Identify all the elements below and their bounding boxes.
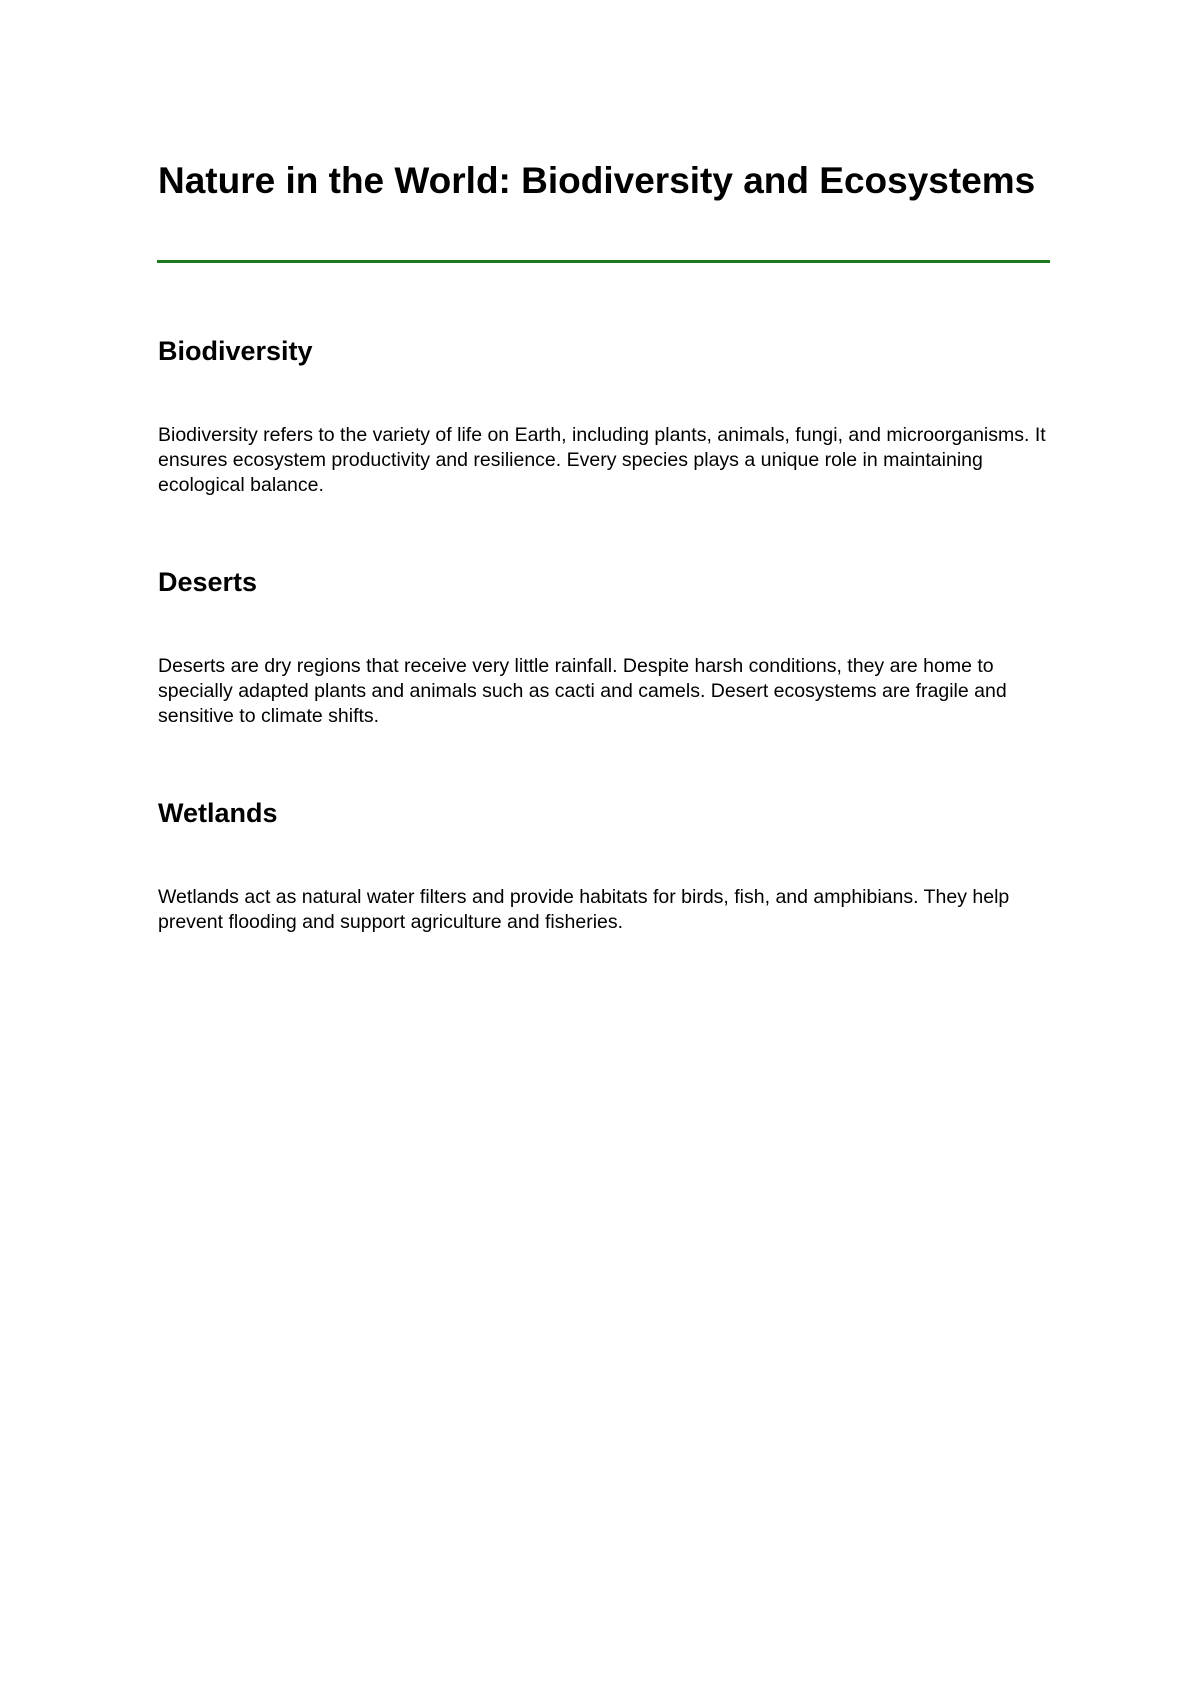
section-body-biodiversity: Biodiversity refers to the variety of life on Earth, including plants, animals, fungi, and microorganisms. It ensures ecosystem productivity and resilience. Every species plays a unique role in maintaining ecological balance. — [158, 424, 1046, 496]
section-body-wetlands: Wetlands act as natural water filters and provide habitats for birds, fish, and amphibians. They help prevent flooding and support agriculture and fisheries. — [158, 886, 1010, 933]
section-heading-wetlands: Wetlands — [158, 798, 278, 828]
title-divider — [157, 260, 1050, 263]
section-body-deserts: Deserts are dry regions that receive very little rainfall. Despite harsh conditions, they are home to specially adapted plants and animals such as cacti and camels. Desert ecosystems are fragile and sensitive to climate shifts. — [158, 655, 1007, 727]
section-heading-deserts: Deserts — [158, 567, 258, 597]
page-title: Nature in the World: Biodiversity and Ecosystems — [158, 160, 1036, 201]
section-heading-biodiversity: Biodiversity — [158, 336, 313, 366]
